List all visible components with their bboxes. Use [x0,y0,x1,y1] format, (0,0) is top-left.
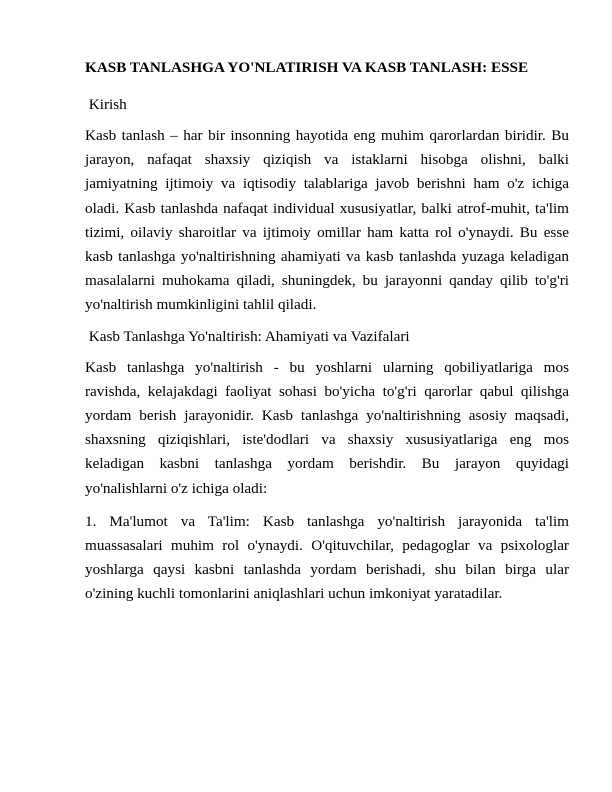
section-heading: Kasb Tanlashga Yo'naltirish: Ahamiyati va Vazifalari [85,327,410,345]
document-title: KASB TANLASHGA YO'NLATIRISH VA KASB TANLASH: ESSE [85,59,529,76]
intro-paragraph: Kasb tanlash – har bir insonning hayotida eng muhim qarorlardan biridir. Bu jarayon, nafaqat shaxsiy qiziqish va istaklarni hisobga olishni, balki jamiyatning ijtimoiy va iqtisodiy talablariga javob berishni ham o'z ichiga oladi. Kasb tanlashda nafaqat individual xususiyatlar, balki atrof-muhit, ta'lim tizimi, oilaviy sharoitlar va ijtimoiy omillar ham katta rol o'ynaydi. Bu esse kasb tanlashga yo'naltirishning ahamiyati va kasb tanlashda yuzaga keladigan masalalarni muhokama qiladi, shuningdek, bu jarayonni qanday qilib to'g'ri yo'naltirish mumkinligini tahlil qiladi. [85,127,569,314]
section-paragraph: Kasb tanlashga yo'naltirish - bu yoshlarni ularning qobiliyatlariga mos ravishda, kelajakdagi faoliyat sohasi bo'yicha to'g'ri qarorlar qabul qilishga yordam berish jarayonidir. Kasb tanlashga yo'naltirishning asosiy maqsadi, shaxsning qiziqishlari, iste'dodlari va shaxsiy xususiyatlariga eng mos keladigan kasbni tanlashga yordam berishdir. Bu jarayon quyidagi yo'nalishlarni o'z ichiga oladi: [85,358,569,497]
intro-heading: Kirish [85,96,127,113]
document-body [85,58,569,616]
list-item-1: 1. Ma'lumot va Ta'lim: Kasb tanlashga yo'naltirish jarayonida ta'lim muassasalari muhim rol o'ynaydi. O'qituvchilar, pedagoglar va psixologlar yoshlarga qaysi kasbni tanlashda yordam berishadi, shu bilan birga ular o'zining kuchli tomonlarini aniqlashlari uchun imkoniyat yaratadilar. [85,512,569,603]
